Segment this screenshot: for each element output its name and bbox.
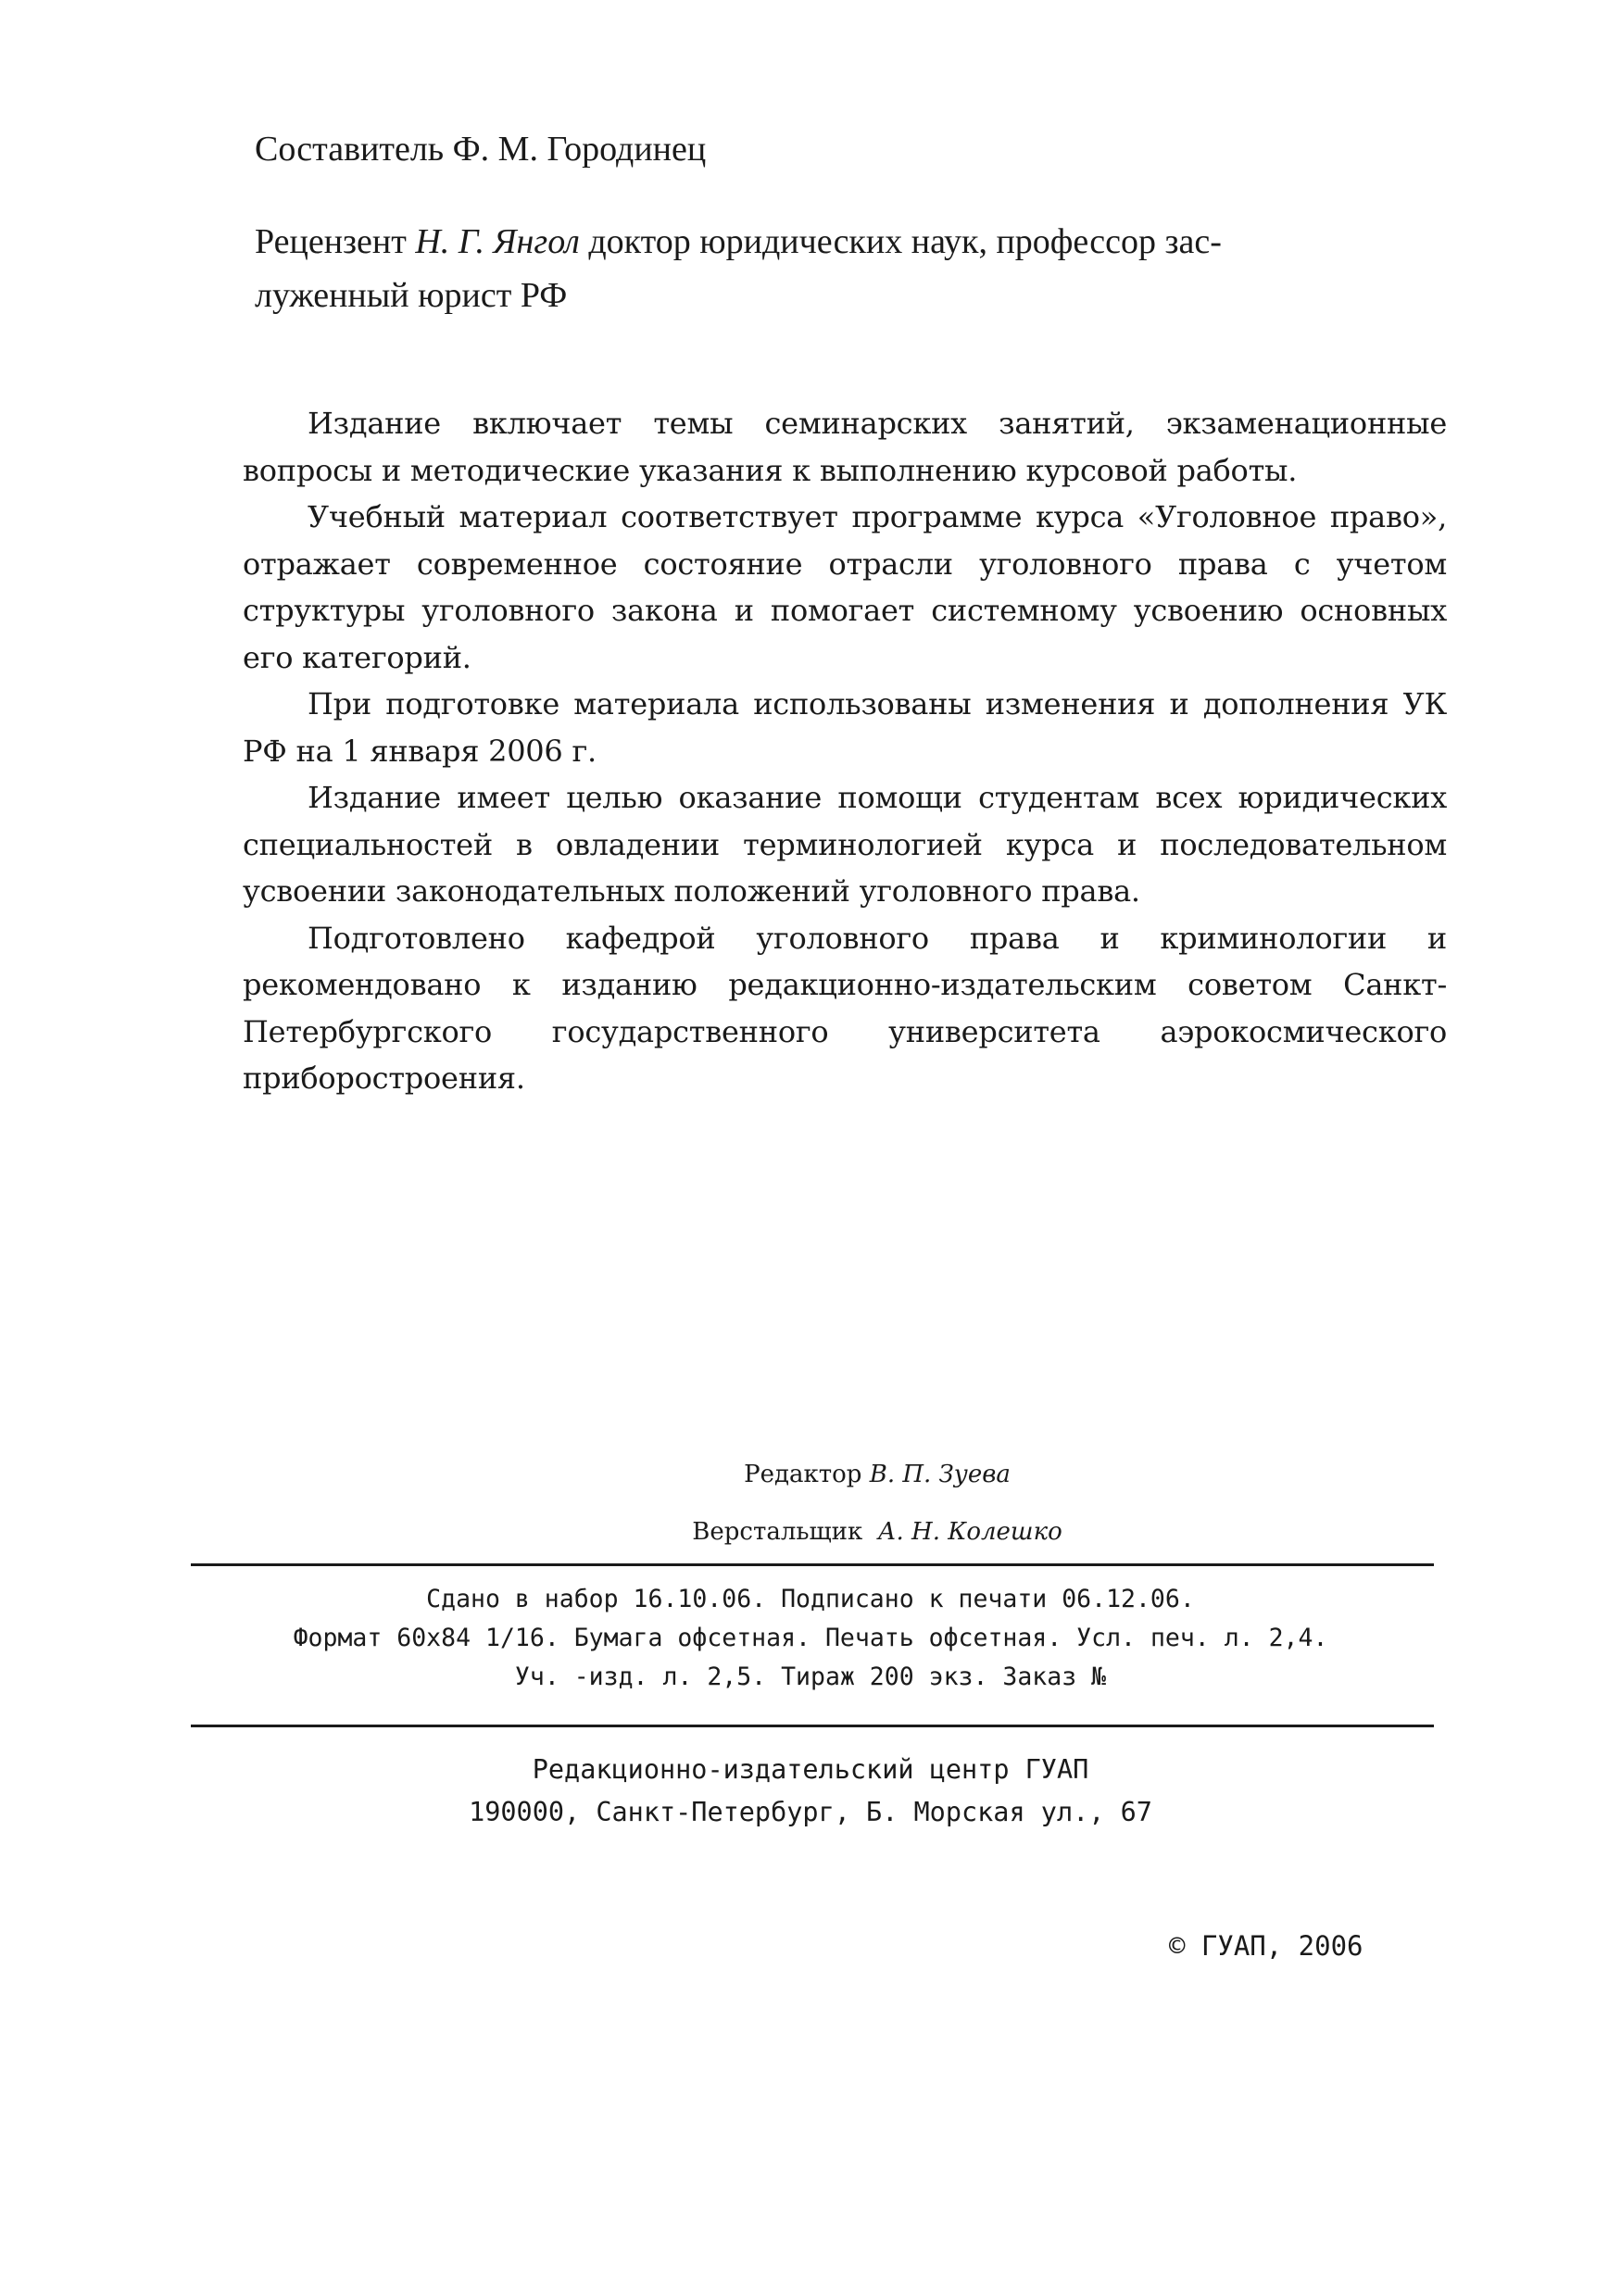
typesetter-line: [67, 1513, 1621, 1550]
compiler-line: [255, 122, 706, 176]
reviewer-title-2: луженный юрист РФ: [255, 276, 568, 315]
reviewer-name: Н. Г. Янгол: [415, 222, 580, 261]
typesetter-label: Верстальщик: [692, 1518, 863, 1546]
pubinfo-line: Сдано в набор 16.10.06. Подписано к печати 06.12.06.: [426, 1585, 1195, 1613]
publisher-name: Редакционно-издательский центр ГУАП: [532, 1754, 1089, 1785]
divider-top: [191, 1563, 1434, 1566]
annotation-paragraph: Издание имеет целью оказание помощи студентам всех юридических специальностей в овладении терминологией курса и последовательном усвоении законодательных положений уголовного права.: [243, 780, 1447, 909]
publication-info: [0, 1580, 1621, 1697]
pubinfo-line: Уч. -изд. л. 2,5. Тираж 200 экз. Заказ №: [514, 1662, 1107, 1691]
annotation-paragraph: Подготовлено кафедрой уголовного права и криминологии и рекомендовано к изданию редакционно-издательским советом Санкт-Петербургского государственного университета аэрокосмического приборостроения.: [243, 920, 1447, 1096]
reviewer-line: [255, 215, 1424, 322]
publisher-block: [0, 1749, 1621, 1834]
compiler-name: Ф. М. Городинец: [452, 130, 707, 169]
annotation-paragraph: Издание включает темы семинарских занятий, экзаменационные вопросы и методические указания к выполнению курсовой работы.: [243, 406, 1447, 488]
compiler-label: Составитель: [255, 130, 445, 169]
annotation-block: [243, 400, 1447, 1102]
annotation-paragraph: При подготовке материала использованы изменения и дополнения УК РФ на 1 января 2006 г.: [243, 686, 1447, 769]
editor-label: Редактор: [744, 1461, 862, 1488]
annotation-paragraph: Учебный материал соответствует программе курса «Уголовное право», отражает современное состояние отрасли уголовного права с учетом структуры уголовного закона и помогает системному усвоению основных его категорий.: [243, 499, 1447, 675]
editor-line: [67, 1456, 1621, 1493]
editor-name: В. П. Зуева: [869, 1461, 1011, 1488]
typesetter-name: А. Н. Колешко: [877, 1518, 1062, 1546]
publisher-address: 190000, Санкт-Петербург, Б. Морская ул., 67: [469, 1797, 1152, 1827]
divider-bottom: [191, 1725, 1434, 1727]
pubinfo-line: Формат 60х84 1/16. Бумага офсетная. Печать офсетная. Усл. печ. л. 2,4.: [293, 1624, 1328, 1652]
reviewer-title-1: доктор юридических наук, профессор зас-: [588, 222, 1222, 261]
reviewer-label: Рецензент: [255, 222, 407, 261]
copyright-notice: © ГУАП, 2006: [1169, 1930, 1363, 1962]
